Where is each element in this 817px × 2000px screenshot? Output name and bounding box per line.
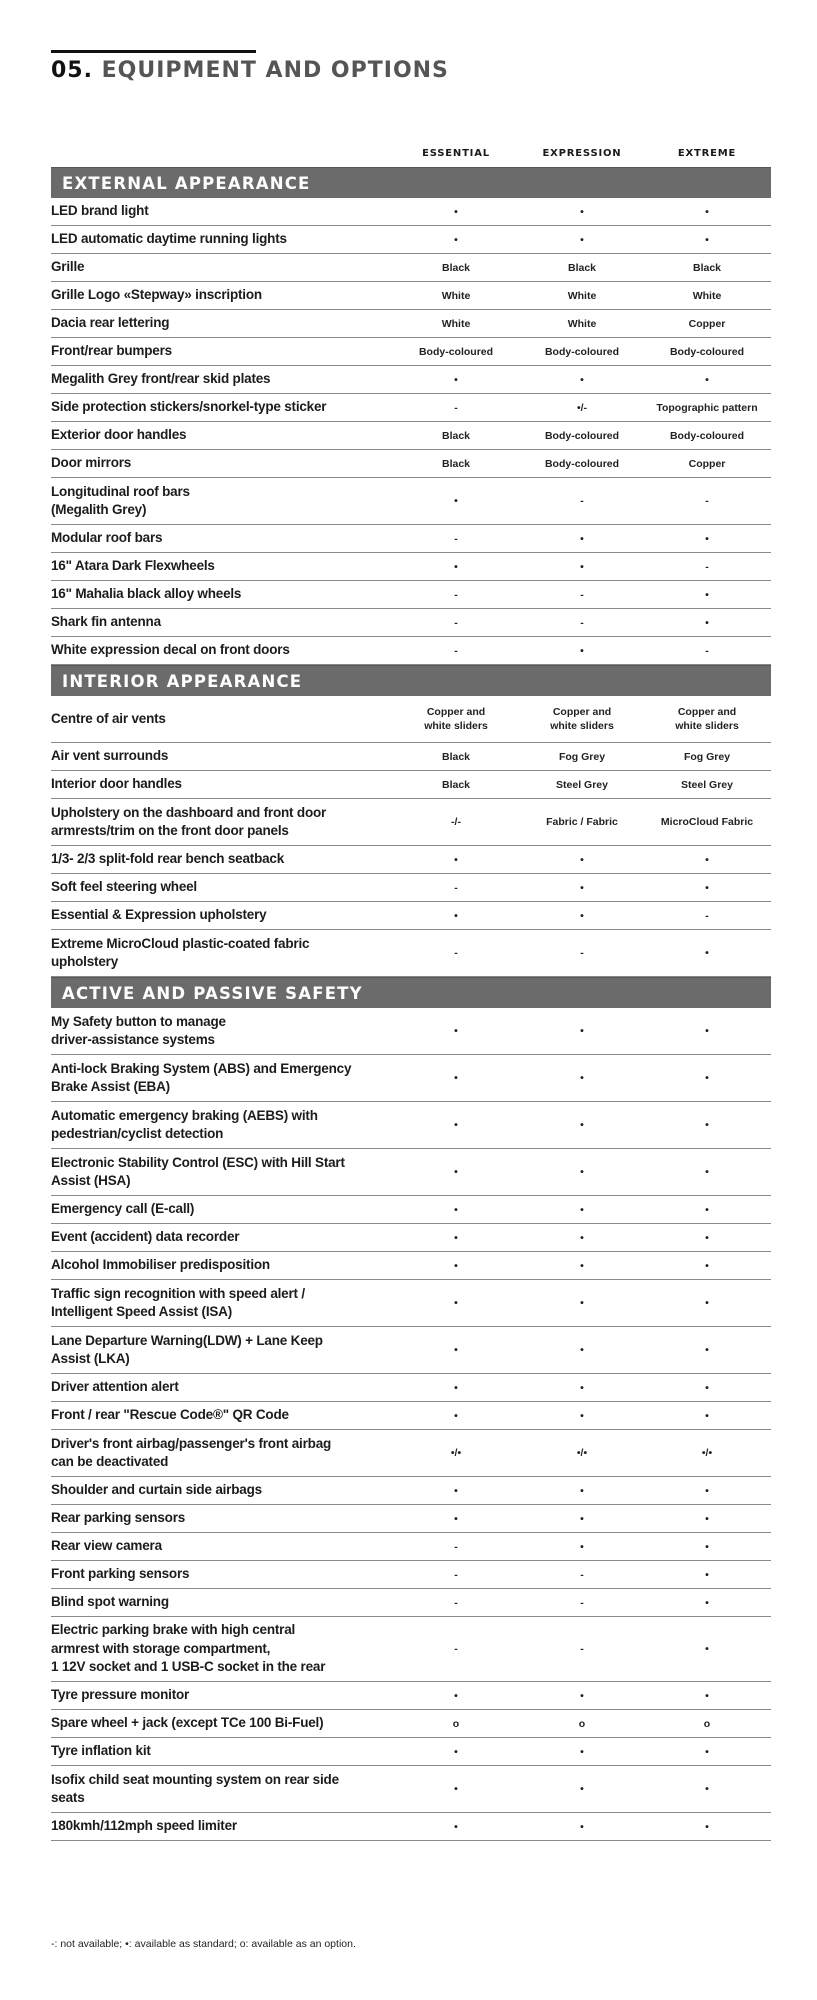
value-extreme: • bbox=[705, 1689, 709, 1702]
feature-label: 16" Mahalia black alloy wheels bbox=[51, 586, 242, 602]
value-expression: Body-coloured bbox=[544, 429, 620, 442]
value-essential: - bbox=[454, 588, 458, 601]
value-essential: • bbox=[454, 560, 458, 573]
value-expression: •/• bbox=[576, 1447, 588, 1459]
value-expression: • bbox=[580, 1689, 584, 1702]
value-expression: White bbox=[567, 317, 597, 330]
value-expression: • bbox=[580, 1259, 584, 1272]
value-extreme: • bbox=[705, 1643, 709, 1655]
value-essential: • bbox=[454, 909, 458, 922]
value-essential: - bbox=[454, 1568, 458, 1581]
value-essential: • bbox=[454, 1689, 458, 1702]
value-expression: • bbox=[580, 1783, 584, 1795]
value-extreme: • bbox=[705, 1783, 709, 1795]
table-row bbox=[51, 198, 771, 226]
feature-label: Blind spot warning bbox=[51, 1594, 169, 1610]
value-extreme: • bbox=[705, 1568, 709, 1581]
table-row bbox=[51, 1196, 771, 1224]
value-extreme: Steel Grey bbox=[681, 778, 733, 791]
section-number: 05. bbox=[51, 58, 93, 83]
feature-label: Electric parking brake with high central armrest with storage compartment, 1 12V socket and 1 USB-C socket in the rear bbox=[51, 1622, 326, 1675]
table-row bbox=[51, 1055, 771, 1102]
value-essential: • bbox=[454, 1203, 458, 1216]
table-row bbox=[51, 637, 771, 665]
table-row bbox=[51, 581, 771, 609]
table-row bbox=[51, 1224, 771, 1252]
feature-label: Modular roof bars bbox=[51, 530, 163, 546]
feature-label: Shark fin antenna bbox=[51, 614, 161, 630]
value-expression: • bbox=[580, 1203, 584, 1216]
table-row bbox=[51, 1008, 771, 1055]
value-expression: • bbox=[580, 1297, 584, 1309]
value-essential: • bbox=[454, 1025, 458, 1037]
value-expression: Fog Grey bbox=[558, 750, 606, 763]
value-expression: - bbox=[580, 1643, 584, 1655]
title-rule bbox=[51, 50, 256, 53]
value-expression: - bbox=[580, 495, 584, 507]
value-expression: Steel Grey bbox=[556, 778, 608, 791]
value-extreme: • bbox=[705, 588, 709, 601]
table-row bbox=[51, 609, 771, 637]
value-essential: - bbox=[454, 881, 458, 894]
table-row bbox=[51, 282, 771, 310]
table-row bbox=[51, 902, 771, 930]
value-essential: - bbox=[454, 644, 458, 657]
feature-label: Tyre inflation kit bbox=[51, 1743, 151, 1759]
value-expression: - bbox=[580, 947, 584, 959]
table-row bbox=[51, 1561, 771, 1589]
value-expression: - bbox=[580, 1568, 584, 1581]
value-expression: • bbox=[580, 1344, 584, 1356]
value-expression: • bbox=[580, 1540, 584, 1553]
value-extreme: - bbox=[705, 495, 709, 507]
feature-label: Lane Departure Warning(LDW) + Lane Keep Assist (LKA) bbox=[51, 1332, 323, 1366]
value-essential: • bbox=[454, 233, 458, 246]
feature-label: Event (accident) data recorder bbox=[51, 1229, 240, 1245]
value-expression: • bbox=[580, 1025, 584, 1037]
value-expression: Copper and white sliders bbox=[550, 706, 614, 732]
value-essential: - bbox=[454, 947, 458, 959]
feature-label: Spare wheel + jack (except TCe 100 Bi-Fuel) bbox=[51, 1715, 324, 1731]
feature-label: Front / rear "Rescue Code®" QR Code bbox=[51, 1407, 289, 1423]
value-extreme: • bbox=[705, 1166, 709, 1178]
value-extreme: Copper bbox=[688, 457, 726, 470]
value-expression: • bbox=[580, 532, 584, 545]
feature-label: Alcohol Immobiliser predisposition bbox=[51, 1257, 270, 1273]
value-expression: o bbox=[578, 1717, 586, 1730]
equipment-table bbox=[51, 167, 771, 1841]
feature-label: Exterior door handles bbox=[51, 427, 187, 443]
feature-label: Driver's front airbag/passenger's front airbag can be deactivated bbox=[51, 1435, 332, 1469]
feature-label: Shoulder and curtain side airbags bbox=[51, 1482, 262, 1498]
value-essential: Black bbox=[441, 261, 471, 274]
table-row bbox=[51, 422, 771, 450]
column-header-essential: ESSENTIAL bbox=[422, 148, 490, 159]
value-expression: • bbox=[580, 1166, 584, 1178]
feature-label: Soft feel steering wheel bbox=[51, 879, 197, 895]
value-essential: • bbox=[454, 1745, 458, 1758]
feature-label: Door mirrors bbox=[51, 455, 132, 471]
value-expression: • bbox=[580, 233, 584, 246]
value-extreme: • bbox=[705, 1409, 709, 1422]
table-row bbox=[51, 1374, 771, 1402]
value-expression: Black bbox=[567, 261, 597, 274]
value-extreme: • bbox=[705, 1344, 709, 1356]
value-expression: • bbox=[580, 1231, 584, 1244]
value-essential: • bbox=[454, 1512, 458, 1525]
feature-label: Grille bbox=[51, 259, 85, 275]
value-extreme: - bbox=[705, 560, 709, 573]
table-row bbox=[51, 1402, 771, 1430]
value-expression: • bbox=[580, 881, 584, 894]
value-expression: • bbox=[580, 644, 584, 657]
feature-label: Extreme MicroCloud plastic-coated fabric upholstery bbox=[51, 935, 310, 969]
value-extreme: Copper and white sliders bbox=[675, 706, 739, 732]
value-essential: Black bbox=[441, 778, 471, 791]
table-row bbox=[51, 1327, 771, 1374]
value-expression: • bbox=[580, 373, 584, 386]
table-row bbox=[51, 799, 771, 846]
value-essential: • bbox=[454, 205, 458, 218]
value-extreme: - bbox=[705, 644, 709, 657]
value-expression: Body-coloured bbox=[544, 345, 620, 358]
table-row bbox=[51, 1682, 771, 1710]
value-essential: • bbox=[454, 1820, 458, 1833]
value-essential: Body-coloured bbox=[418, 345, 494, 358]
value-extreme: • bbox=[705, 853, 709, 866]
feature-label: Megalith Grey front/rear skid plates bbox=[51, 371, 271, 387]
feature-label: Isofix child seat mounting system on rear side seats bbox=[51, 1771, 339, 1805]
table-row bbox=[51, 1766, 771, 1813]
table-row bbox=[51, 930, 771, 977]
feature-label: Dacia rear lettering bbox=[51, 315, 170, 331]
feature-label: Electronic Stability Control (ESC) with Hill Start Assist (HSA) bbox=[51, 1154, 345, 1188]
value-extreme: Body-coloured bbox=[669, 429, 745, 442]
table-row bbox=[51, 846, 771, 874]
value-expression: Fabric / Fabric bbox=[546, 816, 618, 828]
value-essential: • bbox=[454, 1783, 458, 1795]
value-essential: - bbox=[454, 1540, 458, 1553]
value-extreme: • bbox=[705, 205, 709, 218]
value-extreme: Body-coloured bbox=[669, 345, 745, 358]
table-row bbox=[51, 771, 771, 799]
value-extreme: • bbox=[705, 1745, 709, 1758]
value-essential: - bbox=[454, 532, 458, 545]
value-expression: - bbox=[580, 588, 584, 601]
value-essential: Black bbox=[441, 429, 471, 442]
table-row bbox=[51, 1149, 771, 1196]
value-extreme: • bbox=[705, 1231, 709, 1244]
value-essential: • bbox=[454, 1297, 458, 1309]
value-essential: • bbox=[454, 1231, 458, 1244]
value-essential: • bbox=[454, 1484, 458, 1497]
value-essential: - bbox=[454, 1596, 458, 1609]
value-expression: • bbox=[580, 1119, 584, 1131]
feature-label: LED brand light bbox=[51, 203, 149, 219]
feature-label: 180kmh/112mph speed limiter bbox=[51, 1818, 237, 1834]
value-expression: • bbox=[580, 1745, 584, 1758]
feature-label: Grille Logo «Stepway» inscription bbox=[51, 287, 262, 303]
value-essential: • bbox=[454, 1409, 458, 1422]
value-extreme: • bbox=[705, 1484, 709, 1497]
table-row bbox=[51, 874, 771, 902]
value-expression: •/- bbox=[576, 401, 588, 414]
value-extreme: • bbox=[705, 1203, 709, 1216]
value-essential: • bbox=[454, 373, 458, 386]
value-expression: • bbox=[580, 1484, 584, 1497]
table-row bbox=[51, 1252, 771, 1280]
value-essential: • bbox=[454, 1344, 458, 1356]
value-extreme: • bbox=[705, 233, 709, 246]
table-row bbox=[51, 338, 771, 366]
value-extreme: • bbox=[705, 616, 709, 629]
value-expression: White bbox=[567, 289, 597, 302]
value-extreme: Black bbox=[692, 261, 722, 274]
table-row bbox=[51, 1430, 771, 1477]
feature-label: LED automatic daytime running lights bbox=[51, 231, 287, 247]
value-essential: Copper and white sliders bbox=[424, 706, 488, 732]
feature-label: Anti-lock Braking System (ABS) and Emergency Brake Assist (EBA) bbox=[51, 1060, 352, 1094]
feature-label: Front/rear bumpers bbox=[51, 343, 172, 359]
table-row bbox=[51, 310, 771, 338]
value-expression: • bbox=[580, 853, 584, 866]
table-row bbox=[51, 743, 771, 771]
table-row bbox=[51, 1280, 771, 1327]
table-row bbox=[51, 1738, 771, 1766]
section-header: INTERIOR APPEARANCE bbox=[51, 665, 771, 696]
table-row bbox=[51, 450, 771, 478]
feature-label: Rear view camera bbox=[51, 1538, 162, 1554]
value-extreme: • bbox=[705, 1119, 709, 1131]
value-extreme: • bbox=[705, 1540, 709, 1553]
feature-label: Rear parking sensors bbox=[51, 1510, 186, 1526]
feature-label: Interior door handles bbox=[51, 776, 182, 792]
feature-label: Air vent surrounds bbox=[51, 748, 169, 764]
table-row bbox=[51, 226, 771, 254]
value-extreme: • bbox=[705, 1381, 709, 1394]
value-essential: -/- bbox=[451, 816, 461, 828]
table-row bbox=[51, 553, 771, 581]
value-expression: • bbox=[580, 1820, 584, 1833]
value-expression: • bbox=[580, 1409, 584, 1422]
value-expression: • bbox=[580, 1072, 584, 1084]
value-extreme: • bbox=[705, 947, 709, 959]
value-extreme: • bbox=[705, 1259, 709, 1272]
value-essential: Black bbox=[441, 750, 471, 763]
table-row bbox=[51, 478, 771, 525]
value-extreme: • bbox=[705, 1512, 709, 1525]
value-essential: - bbox=[454, 1643, 458, 1655]
value-essential: • bbox=[454, 853, 458, 866]
value-expression: • bbox=[580, 1381, 584, 1394]
value-expression: • bbox=[580, 205, 584, 218]
value-essential: - bbox=[454, 401, 458, 414]
value-essential: - bbox=[454, 616, 458, 629]
feature-label: Centre of air vents bbox=[51, 710, 166, 726]
column-header-extreme: EXTREME bbox=[677, 148, 737, 159]
feature-label: Longitudinal roof bars (Megalith Grey) bbox=[51, 483, 190, 517]
value-extreme: • bbox=[705, 1596, 709, 1609]
feature-label: My Safety button to manage driver-assistance systems bbox=[51, 1013, 226, 1047]
value-extreme: • bbox=[705, 1072, 709, 1084]
value-essential: White bbox=[441, 289, 471, 302]
legend-footnote: -: not available; •: available as standard; o: available as an option. bbox=[51, 1938, 356, 1950]
value-extreme: Fog Grey bbox=[683, 750, 731, 763]
value-extreme: • bbox=[705, 1820, 709, 1833]
value-extreme: Copper bbox=[688, 317, 726, 330]
feature-label: White expression decal on front doors bbox=[51, 642, 290, 658]
table-row bbox=[51, 366, 771, 394]
table-row bbox=[51, 394, 771, 422]
feature-label: Traffic sign recognition with speed alert / Intelligent Speed Assist (ISA) bbox=[51, 1285, 305, 1319]
feature-label: Front parking sensors bbox=[51, 1566, 190, 1582]
feature-label: Essential & Expression upholstery bbox=[51, 907, 267, 923]
table-row bbox=[51, 1477, 771, 1505]
value-essential: o bbox=[452, 1717, 460, 1730]
value-essential: Black bbox=[441, 457, 471, 470]
value-essential: • bbox=[454, 1381, 458, 1394]
page-title bbox=[51, 58, 449, 83]
feature-label: Upholstery on the dashboard and front door armrests/trim on the front door panels bbox=[51, 804, 327, 838]
table-row bbox=[51, 1589, 771, 1617]
value-expression: Body-coloured bbox=[544, 457, 620, 470]
column-header-expression: EXPRESSION bbox=[542, 148, 622, 159]
value-expression: • bbox=[580, 560, 584, 573]
value-essential: White bbox=[441, 317, 471, 330]
value-extreme: White bbox=[692, 289, 722, 302]
value-extreme: •/• bbox=[701, 1447, 713, 1459]
value-extreme: • bbox=[705, 1297, 709, 1309]
table-row bbox=[51, 525, 771, 553]
table-row bbox=[51, 1617, 771, 1682]
value-expression: - bbox=[580, 1596, 584, 1609]
value-essential: • bbox=[454, 1119, 458, 1131]
table-row bbox=[51, 1505, 771, 1533]
table-row bbox=[51, 1533, 771, 1561]
value-extreme: Topographic pattern bbox=[656, 401, 758, 414]
value-extreme: • bbox=[705, 532, 709, 545]
value-expression: - bbox=[580, 616, 584, 629]
value-extreme: - bbox=[705, 909, 709, 922]
value-essential: •/• bbox=[450, 1447, 462, 1459]
feature-label: 1/3- 2/3 split-fold rear bench seatback bbox=[51, 851, 285, 867]
table-row bbox=[51, 1813, 771, 1841]
table-row bbox=[51, 1102, 771, 1149]
value-expression: • bbox=[580, 909, 584, 922]
feature-label: Emergency call (E-call) bbox=[51, 1201, 195, 1217]
value-extreme: • bbox=[705, 373, 709, 386]
section-header: ACTIVE AND PASSIVE SAFETY bbox=[51, 977, 771, 1008]
feature-label: Tyre pressure monitor bbox=[51, 1687, 190, 1703]
value-extreme: o bbox=[703, 1717, 711, 1730]
value-extreme: MicroCloud Fabric bbox=[660, 816, 754, 828]
table-row bbox=[51, 1710, 771, 1738]
value-essential: • bbox=[454, 495, 458, 507]
section-header: EXTERNAL APPEARANCE bbox=[51, 167, 771, 198]
feature-label: Automatic emergency braking (AEBS) with pedestrian/cyclist detection bbox=[51, 1107, 318, 1141]
value-extreme: • bbox=[705, 1025, 709, 1037]
feature-label: Side protection stickers/snorkel-type sticker bbox=[51, 399, 327, 415]
feature-label: 16" Atara Dark Flexwheels bbox=[51, 558, 215, 574]
section-title: EQUIPMENT AND OPTIONS bbox=[101, 58, 449, 83]
table-row bbox=[51, 696, 771, 743]
value-essential: • bbox=[454, 1166, 458, 1178]
value-essential: • bbox=[454, 1259, 458, 1272]
value-expression: • bbox=[580, 1512, 584, 1525]
value-extreme: • bbox=[705, 881, 709, 894]
feature-label: Driver attention alert bbox=[51, 1379, 179, 1395]
table-row bbox=[51, 254, 771, 282]
value-essential: • bbox=[454, 1072, 458, 1084]
